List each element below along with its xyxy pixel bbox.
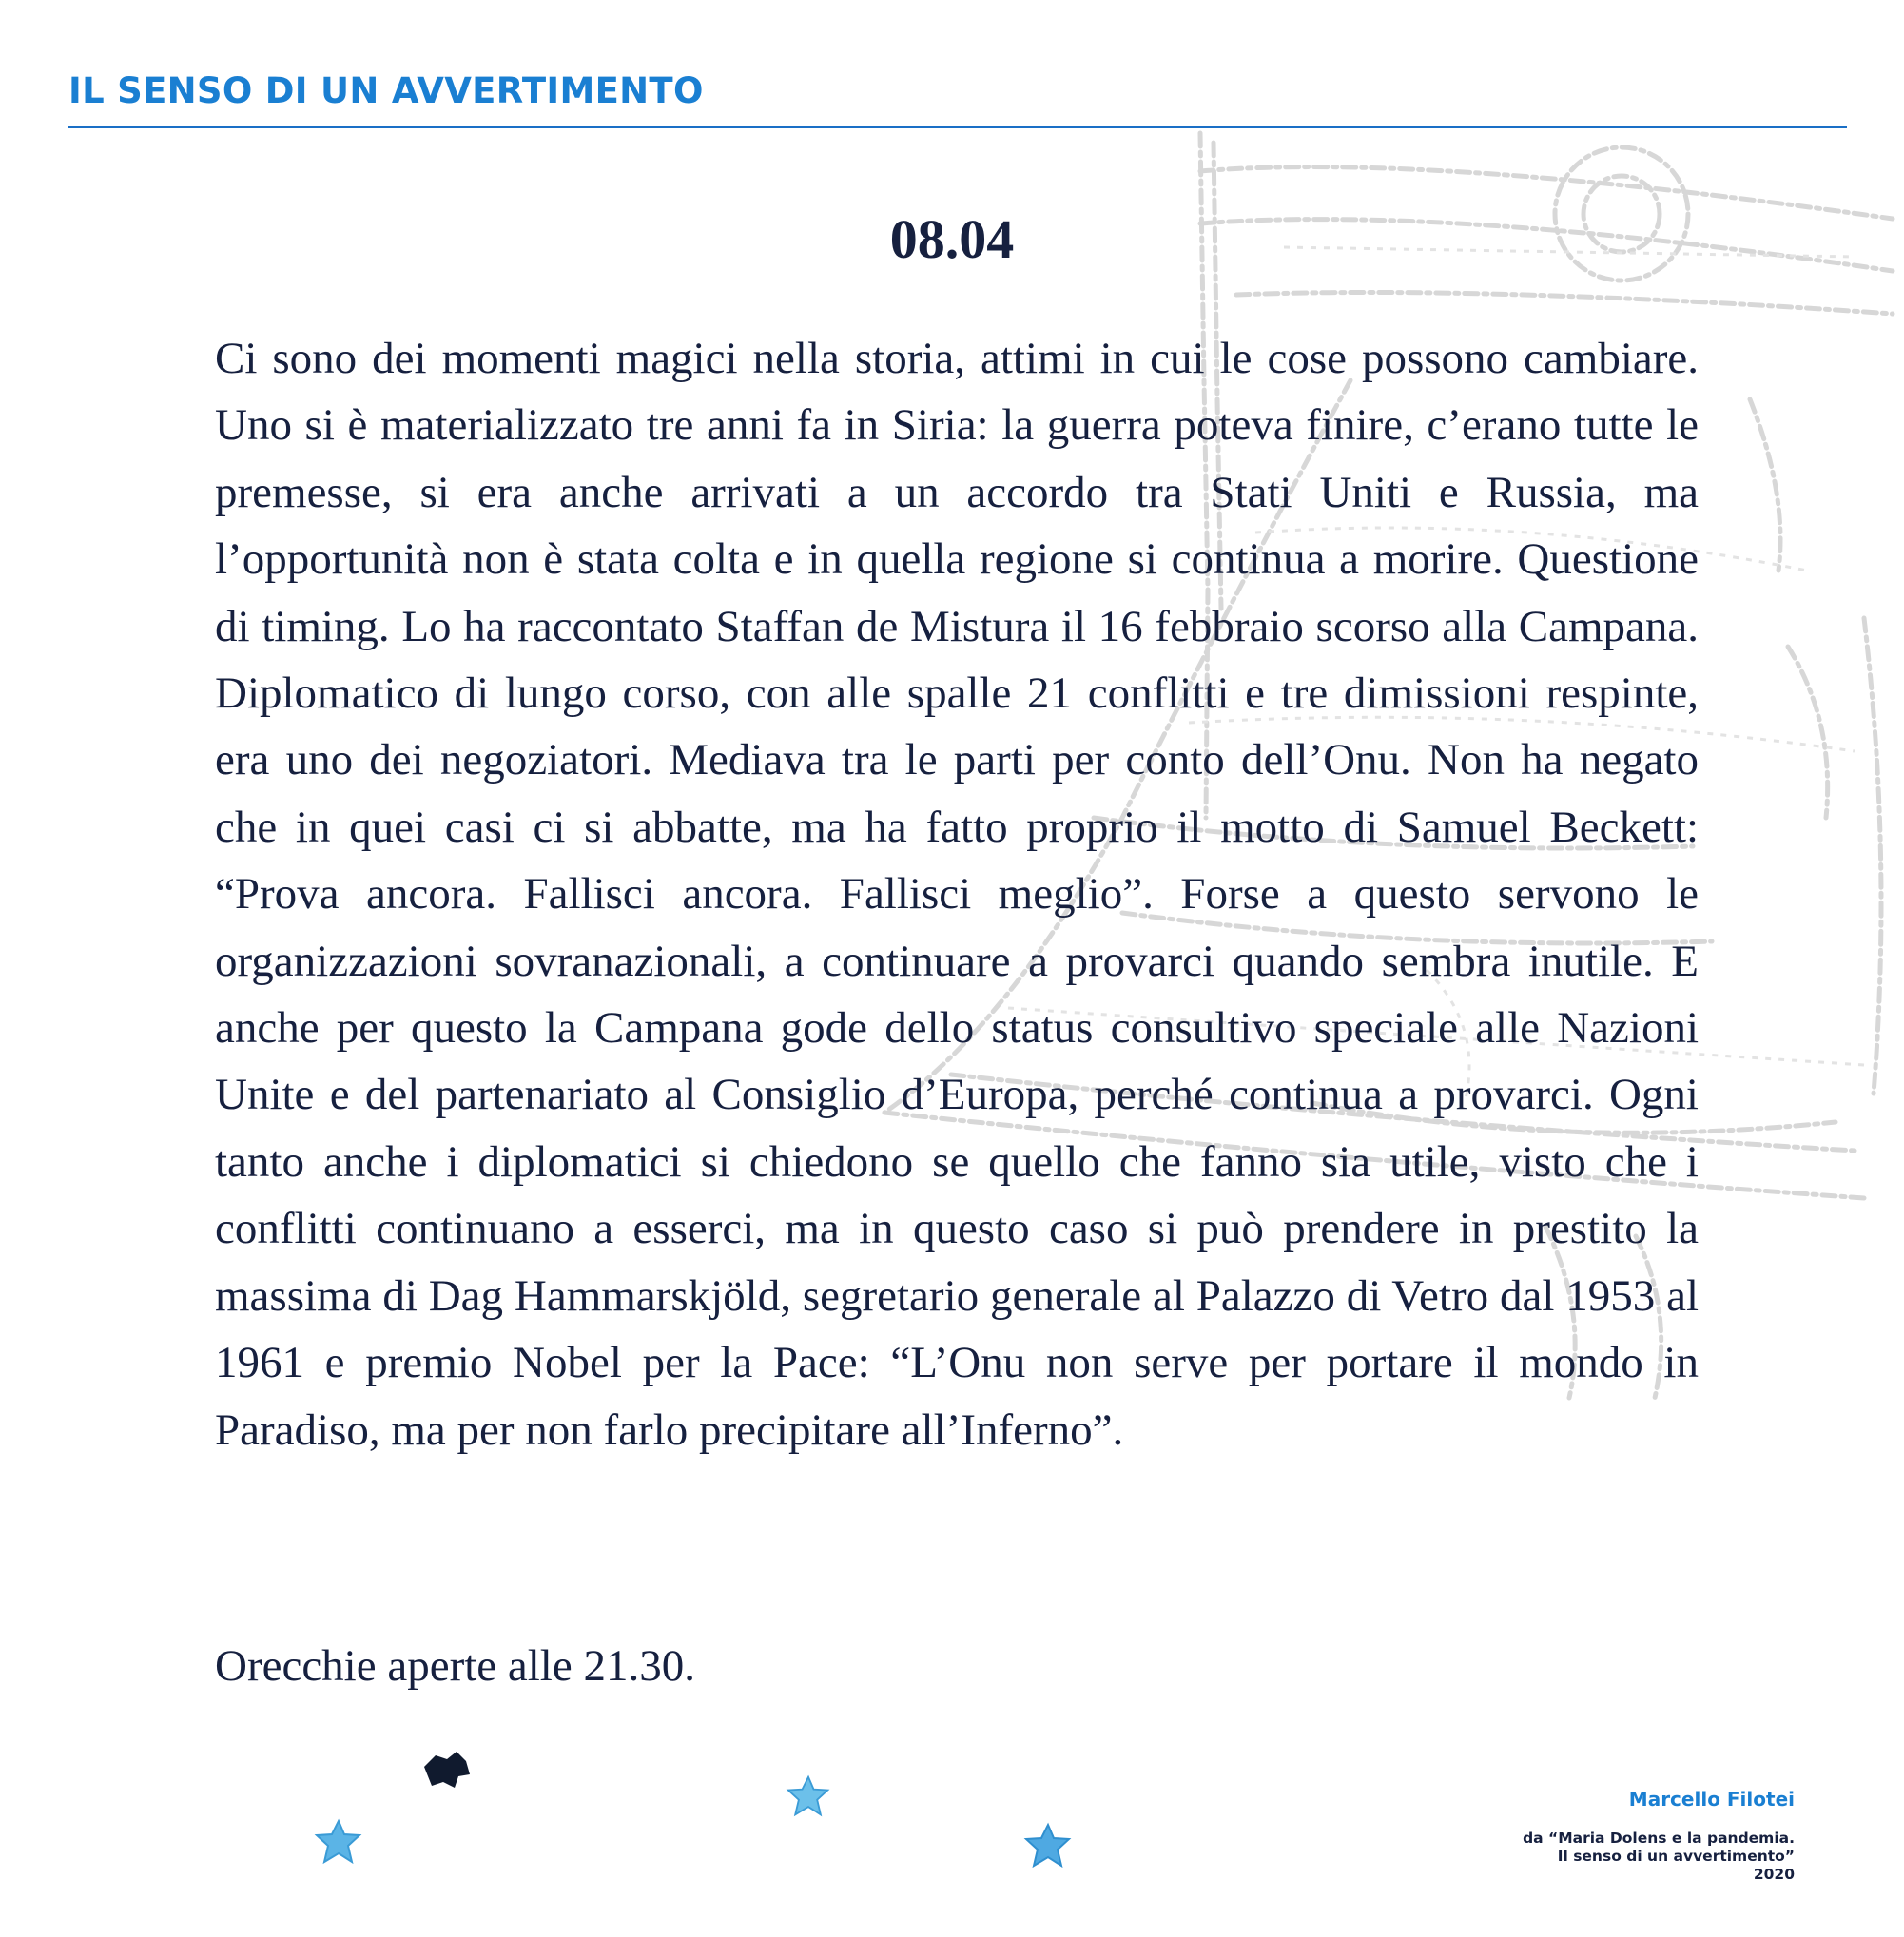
star-icon	[786, 1774, 831, 1818]
source-title-line1: da “Maria Dolens e la pandemia.	[1523, 1830, 1795, 1847]
section-title: IL SENSO DI UN AVVERTIMENTO	[68, 70, 704, 111]
star-icon	[1023, 1822, 1073, 1869]
source-citation	[1414, 1830, 1795, 1884]
source-year: 2020	[1753, 1866, 1795, 1883]
star-icon	[314, 1818, 363, 1866]
ink-blot-icon	[418, 1748, 474, 1792]
author-name: Marcello Filotei	[1628, 1788, 1795, 1811]
entry-date: 08.04	[889, 208, 1015, 270]
entry-closing: Orecchie aperte alle 21.30.	[215, 1641, 695, 1691]
header-divider	[68, 126, 1847, 128]
entry-body: Ci sono dei momenti magici nella storia, attimi in cui le cose possono cambiare. Uno si è materializzato tre anni fa in Siria: la guerra poteva finire, c’erano tutte le premesse, si era anche arrivati a un accordo tra Stati Uniti e Russia, ma l’opportunità non è stata colta e in quella regione si continua a morire. Questione di timing. Lo ha raccontato Staffan de Mistura il 16 febbraio scorso alla Campana. Diplomatico di lungo corso, con alle spalle 21 conflitti e tre dimissioni respinte, era uno dei negoziatori. Mediava tra le parti per conto dell’Onu. Non ha negato che in quei casi ci si abbatte, ma ha fatto proprio il motto di Samuel Beckett: “Prova ancora. Fallisci ancora. Fallisci meglio”. Forse a questo servono le organizzazioni sovranazionali, a continuare a provarci quando sembra inutile. E anche per questo la Campana gode dello status consultivo speciale alle Nazioni Unite e del partenariato al Consiglio d’Europa, perché continua a provarci. Ogni tanto anche i diplomatici si chiedono se quello che fanno sia utile, visto che i conflitti continuano a esserci, ma in questo caso si può prendere in prestito la massima di Dag Hammarskjöld, segretario generale al Palazzo di Vetro dal 1953 al 1961 e premio Nobel per la Pace: “L’Onu non serve per portare il mondo in Paradiso, ma per non farlo precipitare all’Inferno”.	[215, 334, 1699, 1455]
source-title-line2: Il senso di un avvertimento”	[1557, 1848, 1795, 1865]
